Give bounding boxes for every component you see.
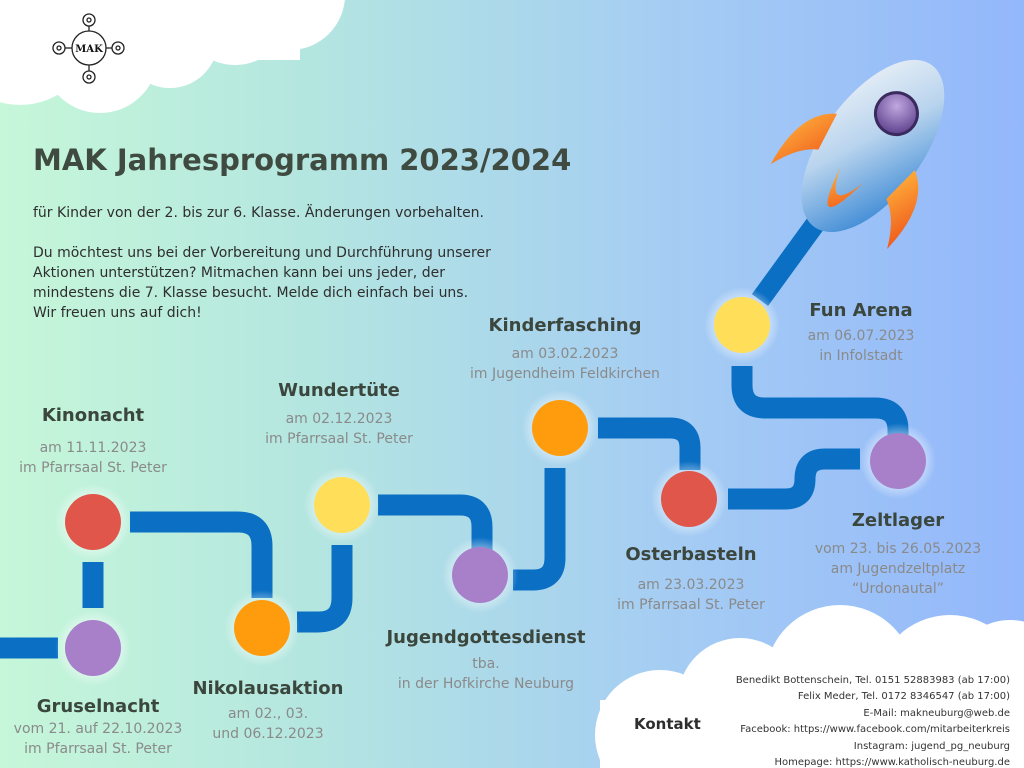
contact-instagram[interactable]: Instagram: jugend_pg_neuburg — [853, 740, 1010, 752]
event-title: Gruselnacht — [36, 696, 160, 717]
event-date-extra: und 06.12.2023 — [212, 726, 324, 742]
contact-details — [736, 673, 1010, 768]
dot-gruselnacht — [55, 610, 131, 686]
event-date: am 06.07.2023 — [807, 328, 915, 344]
event-jugendgottesdienst — [376, 627, 596, 694]
event-location: im Pfarrsaal St. Peter — [19, 460, 167, 476]
event-title: Wundertüte — [278, 380, 400, 401]
intro-helpers-line: mindestens die 7. Klasse besucht. Melde dich einfach bei uns. — [33, 285, 469, 301]
contact-phone-felix: Felix Meder, Tel. 0172 8346547 (ab 17:00) — [797, 691, 1010, 703]
event-location: im Pfarrsaal St. Peter — [265, 431, 413, 447]
dot-zeltlager — [860, 423, 936, 499]
dot-jugendgottesdienst — [442, 537, 518, 613]
event-location: im Pfarrsaal St. Peter — [617, 597, 765, 613]
event-date: am 02., 03. — [227, 706, 309, 722]
contact-phone-benedikt: Benedikt Bottenschein, Tel. 0151 52883983 (ab 17:00) — [735, 675, 1010, 686]
event-title: Jugendgottesdienst — [386, 627, 586, 648]
event-date: vom 23. bis 26.05.2023 — [814, 541, 982, 557]
contact-label: Kontakt — [634, 715, 701, 733]
event-location: im Pfarrsaal St. Peter — [24, 741, 172, 757]
event-kinderfasching — [460, 315, 670, 384]
dot-nikolausaktion — [224, 590, 300, 666]
event-kinonacht — [5, 405, 181, 478]
event-location: in der Hofkirche Neuburg — [397, 676, 575, 692]
event-gruselnacht — [5, 696, 191, 759]
dot-wundertuete — [304, 467, 380, 543]
intro-helpers — [33, 243, 553, 323]
contact-homepage[interactable]: Homepage: https://www.katholisch-neuburg.de — [774, 757, 1010, 768]
event-date: tba. — [472, 656, 500, 672]
event-osterbasteln — [600, 544, 782, 615]
event-nikolausaktion — [180, 678, 356, 744]
event-location: im Jugendheim Feldkirchen — [470, 366, 660, 382]
event-title: Kinonacht — [41, 405, 145, 426]
contact-email[interactable]: E-Mail: makneuburg@web.de — [863, 707, 1010, 719]
intro-helpers-line: Du möchtest uns bei der Vorbereitung und Durchführung unserer — [33, 245, 491, 261]
event-title: Osterbasteln — [625, 544, 757, 565]
intro-helpers-line: Wir freuen uns auf dich! — [33, 305, 202, 321]
event-title: Nikolausaktion — [192, 678, 344, 699]
intro-text — [33, 203, 553, 323]
cloud-top-left — [0, 0, 345, 113]
event-title: Fun Arena — [809, 300, 913, 321]
event-wundertuete — [251, 380, 427, 449]
event-date: am 03.02.2023 — [511, 346, 619, 362]
event-fun-arena — [781, 300, 941, 366]
dot-kinonacht — [55, 484, 131, 560]
intro-helpers-line: Aktionen unterstützen? Mitmachen kann bei uns jeder, der — [33, 265, 445, 281]
event-date: am 02.12.2023 — [285, 411, 393, 427]
event-title: Zeltlager — [851, 510, 945, 531]
page-title: MAK Jahresprogramm 2023/2024 — [33, 143, 572, 177]
event-location-name: “Urdonautal” — [852, 581, 944, 597]
dot-kinderfasching — [522, 390, 598, 466]
event-date: vom 21. auf 22.10.2023 — [13, 721, 183, 737]
event-date: am 23.03.2023 — [637, 577, 745, 593]
event-location: am Jugendzeltplatz — [830, 561, 966, 577]
event-zeltlager — [803, 510, 993, 599]
event-title: Kinderfasching — [488, 315, 642, 336]
event-location: in Infolstadt — [819, 348, 903, 364]
event-date: am 11.11.2023 — [39, 440, 147, 456]
rocket-illustration — [755, 22, 992, 270]
mak-logo-text: MAK — [75, 44, 103, 55]
intro-audience: für Kinder von der 2. bis zur 6. Klasse. Änderungen vorbehalten. — [33, 205, 485, 221]
dot-fun-arena — [704, 287, 780, 363]
contact-facebook[interactable]: Facebook: https://www.facebook.com/mitarbeiterkreis — [740, 724, 1010, 736]
dot-osterbasteln — [651, 461, 727, 537]
